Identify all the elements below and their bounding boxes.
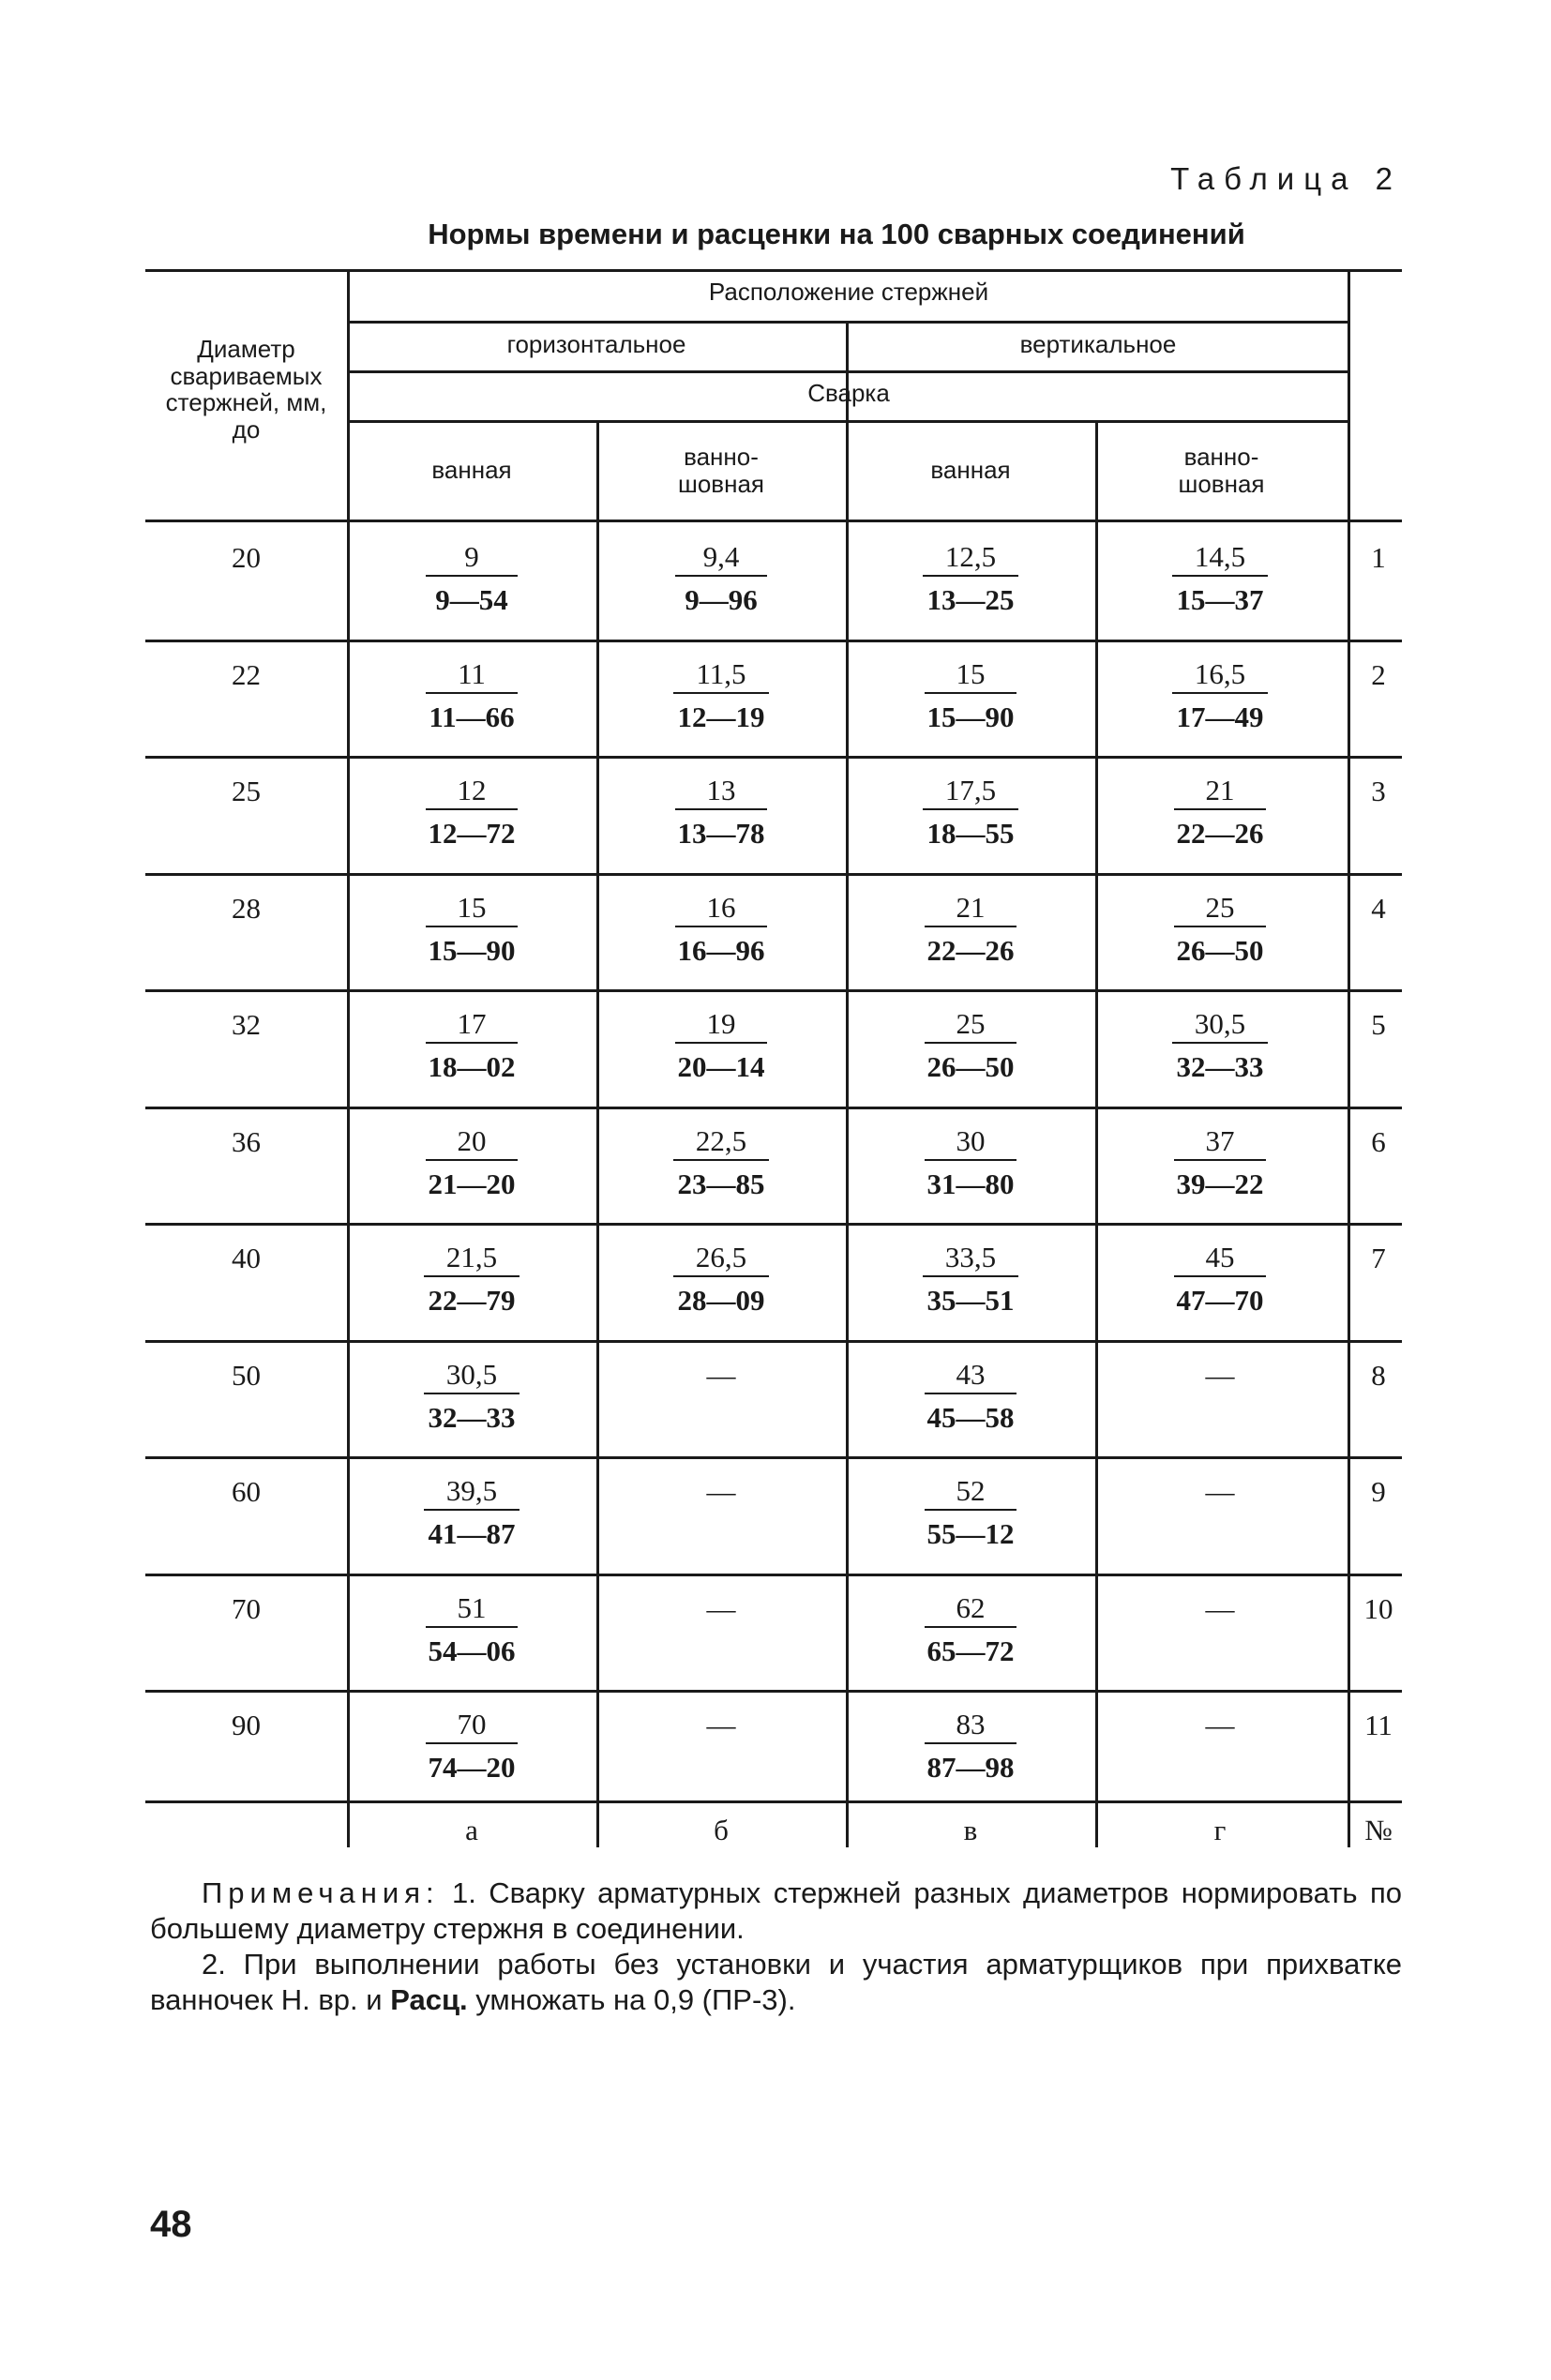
- norm-fraction-g: [1095, 539, 1345, 618]
- time-norm: 9: [426, 539, 518, 577]
- time-norm: 25: [1174, 890, 1266, 927]
- rate: 13—25: [926, 583, 1015, 616]
- norm-fraction-g: [1095, 890, 1345, 969]
- norm-fraction-c: [846, 539, 1095, 618]
- norm-fraction-c: [846, 1707, 1095, 1785]
- row-separator: [145, 1223, 1402, 1226]
- time-norm: 12: [426, 773, 518, 810]
- norm-fraction-g: [1095, 1240, 1345, 1318]
- row-separator: [145, 1107, 1402, 1109]
- norm-fraction-c: [846, 890, 1095, 969]
- time-norm: 83: [925, 1707, 1016, 1744]
- norm-fraction-a: [347, 890, 596, 969]
- diameter-cell: 36: [232, 1125, 261, 1158]
- row-separator: [145, 1690, 1402, 1693]
- norm-fraction-a: [347, 656, 596, 735]
- rate: 18—02: [428, 1050, 516, 1083]
- row-separator: [145, 989, 1402, 992]
- norm-fraction-b: [596, 539, 846, 618]
- time-norm: 45: [1174, 1240, 1266, 1277]
- norm-fraction-a: [347, 1707, 596, 1785]
- header-diameter: Диаметр свариваемых стержней, мм, до: [165, 335, 327, 444]
- time-norm: 51: [426, 1590, 518, 1628]
- time-norm: 13: [675, 773, 767, 810]
- header-welding: Сварка: [807, 379, 890, 407]
- note-1: 1. Сварку арматурных стержней разных диаметров нормировать по большему диаметру стержня в соединении.: [150, 1876, 1402, 1945]
- diameter-cell: 50: [232, 1359, 261, 1392]
- header-bath-a: ванная: [431, 456, 512, 484]
- norm-fraction-a: [347, 773, 596, 851]
- norm-fraction-a: [347, 1357, 596, 1436]
- rate: 23—85: [677, 1167, 765, 1200]
- rate: 12—72: [428, 817, 516, 850]
- rate: 65—72: [926, 1634, 1015, 1667]
- row-separator: [145, 1340, 1402, 1343]
- footer-b: б: [714, 1814, 729, 1846]
- rate: 32—33: [428, 1401, 516, 1434]
- header-bath-seam-b: ванно- шовная: [677, 443, 765, 498]
- rate: 87—98: [926, 1751, 1015, 1784]
- header-bath-seam-g: ванно- шовная: [1178, 443, 1265, 498]
- empty-dash-g: —: [1205, 1475, 1235, 1508]
- time-norm: 70: [426, 1707, 518, 1744]
- norm-fraction-a: [347, 1473, 596, 1552]
- empty-dash-g: —: [1205, 1709, 1235, 1741]
- norm-fraction-g: [1095, 656, 1345, 735]
- diameter-cell: 40: [232, 1242, 261, 1274]
- norm-fraction-a: [347, 1123, 596, 1202]
- empty-dash-b: —: [706, 1592, 736, 1625]
- empty-dash-b: —: [706, 1475, 736, 1508]
- rate: 32—33: [1176, 1050, 1264, 1083]
- rate: 16—96: [677, 934, 765, 967]
- rate: 39—22: [1176, 1167, 1264, 1200]
- rate: 45—58: [926, 1401, 1015, 1434]
- rate: 22—26: [1176, 817, 1264, 850]
- table-label: Таблица 2: [1170, 161, 1402, 196]
- time-norm: 30,5: [1172, 1006, 1268, 1044]
- norm-fraction-b: [596, 1240, 846, 1318]
- norm-fraction-b: [596, 890, 846, 969]
- norm-fraction-a: [347, 1006, 596, 1085]
- header-location: Расположение стержней: [708, 278, 989, 306]
- rate: 15—37: [1176, 583, 1264, 616]
- rate: 17—49: [1176, 700, 1264, 733]
- time-norm: 9,4: [675, 539, 767, 577]
- notes: [150, 1875, 1402, 2018]
- rate: 9—54: [435, 583, 508, 616]
- row-number: 10: [1363, 1592, 1393, 1625]
- row-number: 7: [1371, 1242, 1386, 1274]
- rate: 9—96: [685, 583, 758, 616]
- rate: 28—09: [677, 1284, 765, 1317]
- time-norm: 14,5: [1172, 539, 1268, 577]
- time-norm: 15: [925, 656, 1016, 694]
- row-separator: [145, 640, 1402, 642]
- diameter-cell: 32: [232, 1008, 261, 1041]
- rate: 15—90: [926, 700, 1015, 733]
- time-norm: 17,5: [923, 773, 1018, 810]
- row-separator: [145, 756, 1402, 759]
- norm-fraction-c: [846, 1006, 1095, 1085]
- rule-header-bottom: [145, 520, 1402, 522]
- time-norm: 52: [925, 1473, 1016, 1511]
- footer-g: г: [1213, 1814, 1227, 1846]
- empty-dash-g: —: [1205, 1592, 1235, 1625]
- norm-fraction-c: [846, 656, 1095, 735]
- row-number: 1: [1371, 541, 1386, 574]
- rate: 31—80: [926, 1167, 1015, 1200]
- footer-c: в: [963, 1814, 978, 1846]
- diameter-cell: 90: [232, 1709, 261, 1741]
- time-norm: 16: [675, 890, 767, 927]
- header-bath-c: ванная: [930, 456, 1011, 484]
- table-title: Нормы времени и расценки на 100 сварных соединений: [428, 218, 1245, 250]
- footer-a: а: [465, 1814, 478, 1846]
- note-2-bold: Расц.: [390, 1983, 468, 2016]
- diameter-cell: 20: [232, 541, 261, 574]
- norm-fraction-a: [347, 539, 596, 618]
- rate: 21—20: [428, 1167, 516, 1200]
- rate: 20—14: [677, 1050, 765, 1083]
- diameter-cell: 25: [232, 775, 261, 807]
- time-norm: 16,5: [1172, 656, 1268, 694]
- rate: 11—66: [429, 700, 515, 733]
- row-number: 4: [1371, 892, 1386, 925]
- norm-fraction-b: [596, 1123, 846, 1202]
- rate: 47—70: [1176, 1284, 1264, 1317]
- row-number: 11: [1364, 1709, 1393, 1741]
- norm-fraction-b: [596, 656, 846, 735]
- time-norm: 37: [1174, 1123, 1266, 1161]
- norm-fraction-a: [347, 1240, 596, 1318]
- row-number: 8: [1371, 1359, 1386, 1392]
- rate: 13—78: [677, 817, 765, 850]
- note-2a: 2. При выполнении работы без установки и участия арматурщиков при прихватке ванночек Н. вр. и: [150, 1948, 1402, 2016]
- page-number: 48: [150, 2204, 192, 2245]
- norm-fraction-g: [1095, 1006, 1345, 1085]
- rate: 35—51: [926, 1284, 1015, 1317]
- rule-location: [347, 321, 1350, 324]
- rate: 41—87: [428, 1517, 516, 1550]
- diameter-cell: 70: [232, 1592, 261, 1625]
- rate: 15—90: [428, 934, 516, 967]
- time-norm: 21,5: [424, 1240, 520, 1277]
- time-norm: 15: [426, 890, 518, 927]
- time-norm: 30,5: [424, 1357, 520, 1394]
- time-norm: 17: [426, 1006, 518, 1044]
- diameter-cell: 22: [232, 658, 261, 691]
- rule-bottom: [145, 1800, 1402, 1803]
- time-norm: 11: [426, 656, 518, 694]
- norm-fraction-c: [846, 1590, 1095, 1669]
- header-horizontal: горизонтальное: [506, 330, 686, 358]
- note-2b: умножать на 0,9 (ПР-3).: [467, 1983, 796, 2016]
- norm-fraction-c: [846, 1357, 1095, 1436]
- norm-fraction-c: [846, 1123, 1095, 1202]
- rate: 22—26: [926, 934, 1015, 967]
- norm-fraction-g: [1095, 1123, 1345, 1202]
- empty-dash-g: —: [1205, 1359, 1235, 1392]
- norm-fraction-b: [596, 773, 846, 851]
- time-norm: 21: [925, 890, 1016, 927]
- rule-orientation: [347, 370, 1350, 373]
- rate: 55—12: [926, 1517, 1015, 1550]
- row-number: 9: [1371, 1475, 1386, 1508]
- time-norm: 62: [925, 1590, 1016, 1628]
- rate: 26—50: [926, 1050, 1015, 1083]
- time-norm: 21: [1174, 773, 1266, 810]
- notes-lead: Примечания:: [202, 1876, 440, 1909]
- time-norm: 39,5: [424, 1473, 520, 1511]
- rate: 54—06: [428, 1634, 516, 1667]
- norm-fraction-a: [347, 1590, 596, 1669]
- time-norm: 20: [426, 1123, 518, 1161]
- empty-dash-b: —: [706, 1709, 736, 1741]
- empty-dash-b: —: [706, 1359, 736, 1392]
- time-norm: 22,5: [673, 1123, 769, 1161]
- norm-fraction-c: [846, 1473, 1095, 1552]
- norm-fraction-g: [1095, 773, 1345, 851]
- time-norm: 12,5: [923, 539, 1018, 577]
- rate: 18—55: [926, 817, 1015, 850]
- time-norm: 30: [925, 1123, 1016, 1161]
- time-norm: 25: [925, 1006, 1016, 1044]
- diameter-cell: 28: [232, 892, 261, 925]
- row-separator: [145, 873, 1402, 876]
- rate: 22—79: [428, 1284, 516, 1317]
- diameter-cell: 60: [232, 1475, 261, 1508]
- row-number: 3: [1371, 775, 1386, 807]
- row-number: 2: [1371, 658, 1386, 691]
- norm-fraction-b: [596, 1006, 846, 1085]
- footer-number: №: [1364, 1814, 1393, 1846]
- header-vertical: вертикальное: [1019, 330, 1177, 358]
- norm-fraction-c: [846, 773, 1095, 851]
- rate: 26—50: [1176, 934, 1264, 967]
- row-number: 5: [1371, 1008, 1386, 1041]
- row-number: 6: [1371, 1125, 1386, 1158]
- time-norm: 11,5: [673, 656, 768, 694]
- row-separator: [145, 1456, 1402, 1459]
- time-norm: 43: [925, 1357, 1016, 1394]
- time-norm: 19: [675, 1006, 767, 1044]
- time-norm: 33,5: [923, 1240, 1018, 1277]
- time-norm: 26,5: [673, 1240, 769, 1277]
- rule-top: [145, 269, 1402, 272]
- norm-fraction-c: [846, 1240, 1095, 1318]
- rate: 12—19: [677, 700, 765, 733]
- rate: 74—20: [428, 1751, 516, 1784]
- row-separator: [145, 1574, 1402, 1576]
- rule-welding: [347, 420, 1350, 423]
